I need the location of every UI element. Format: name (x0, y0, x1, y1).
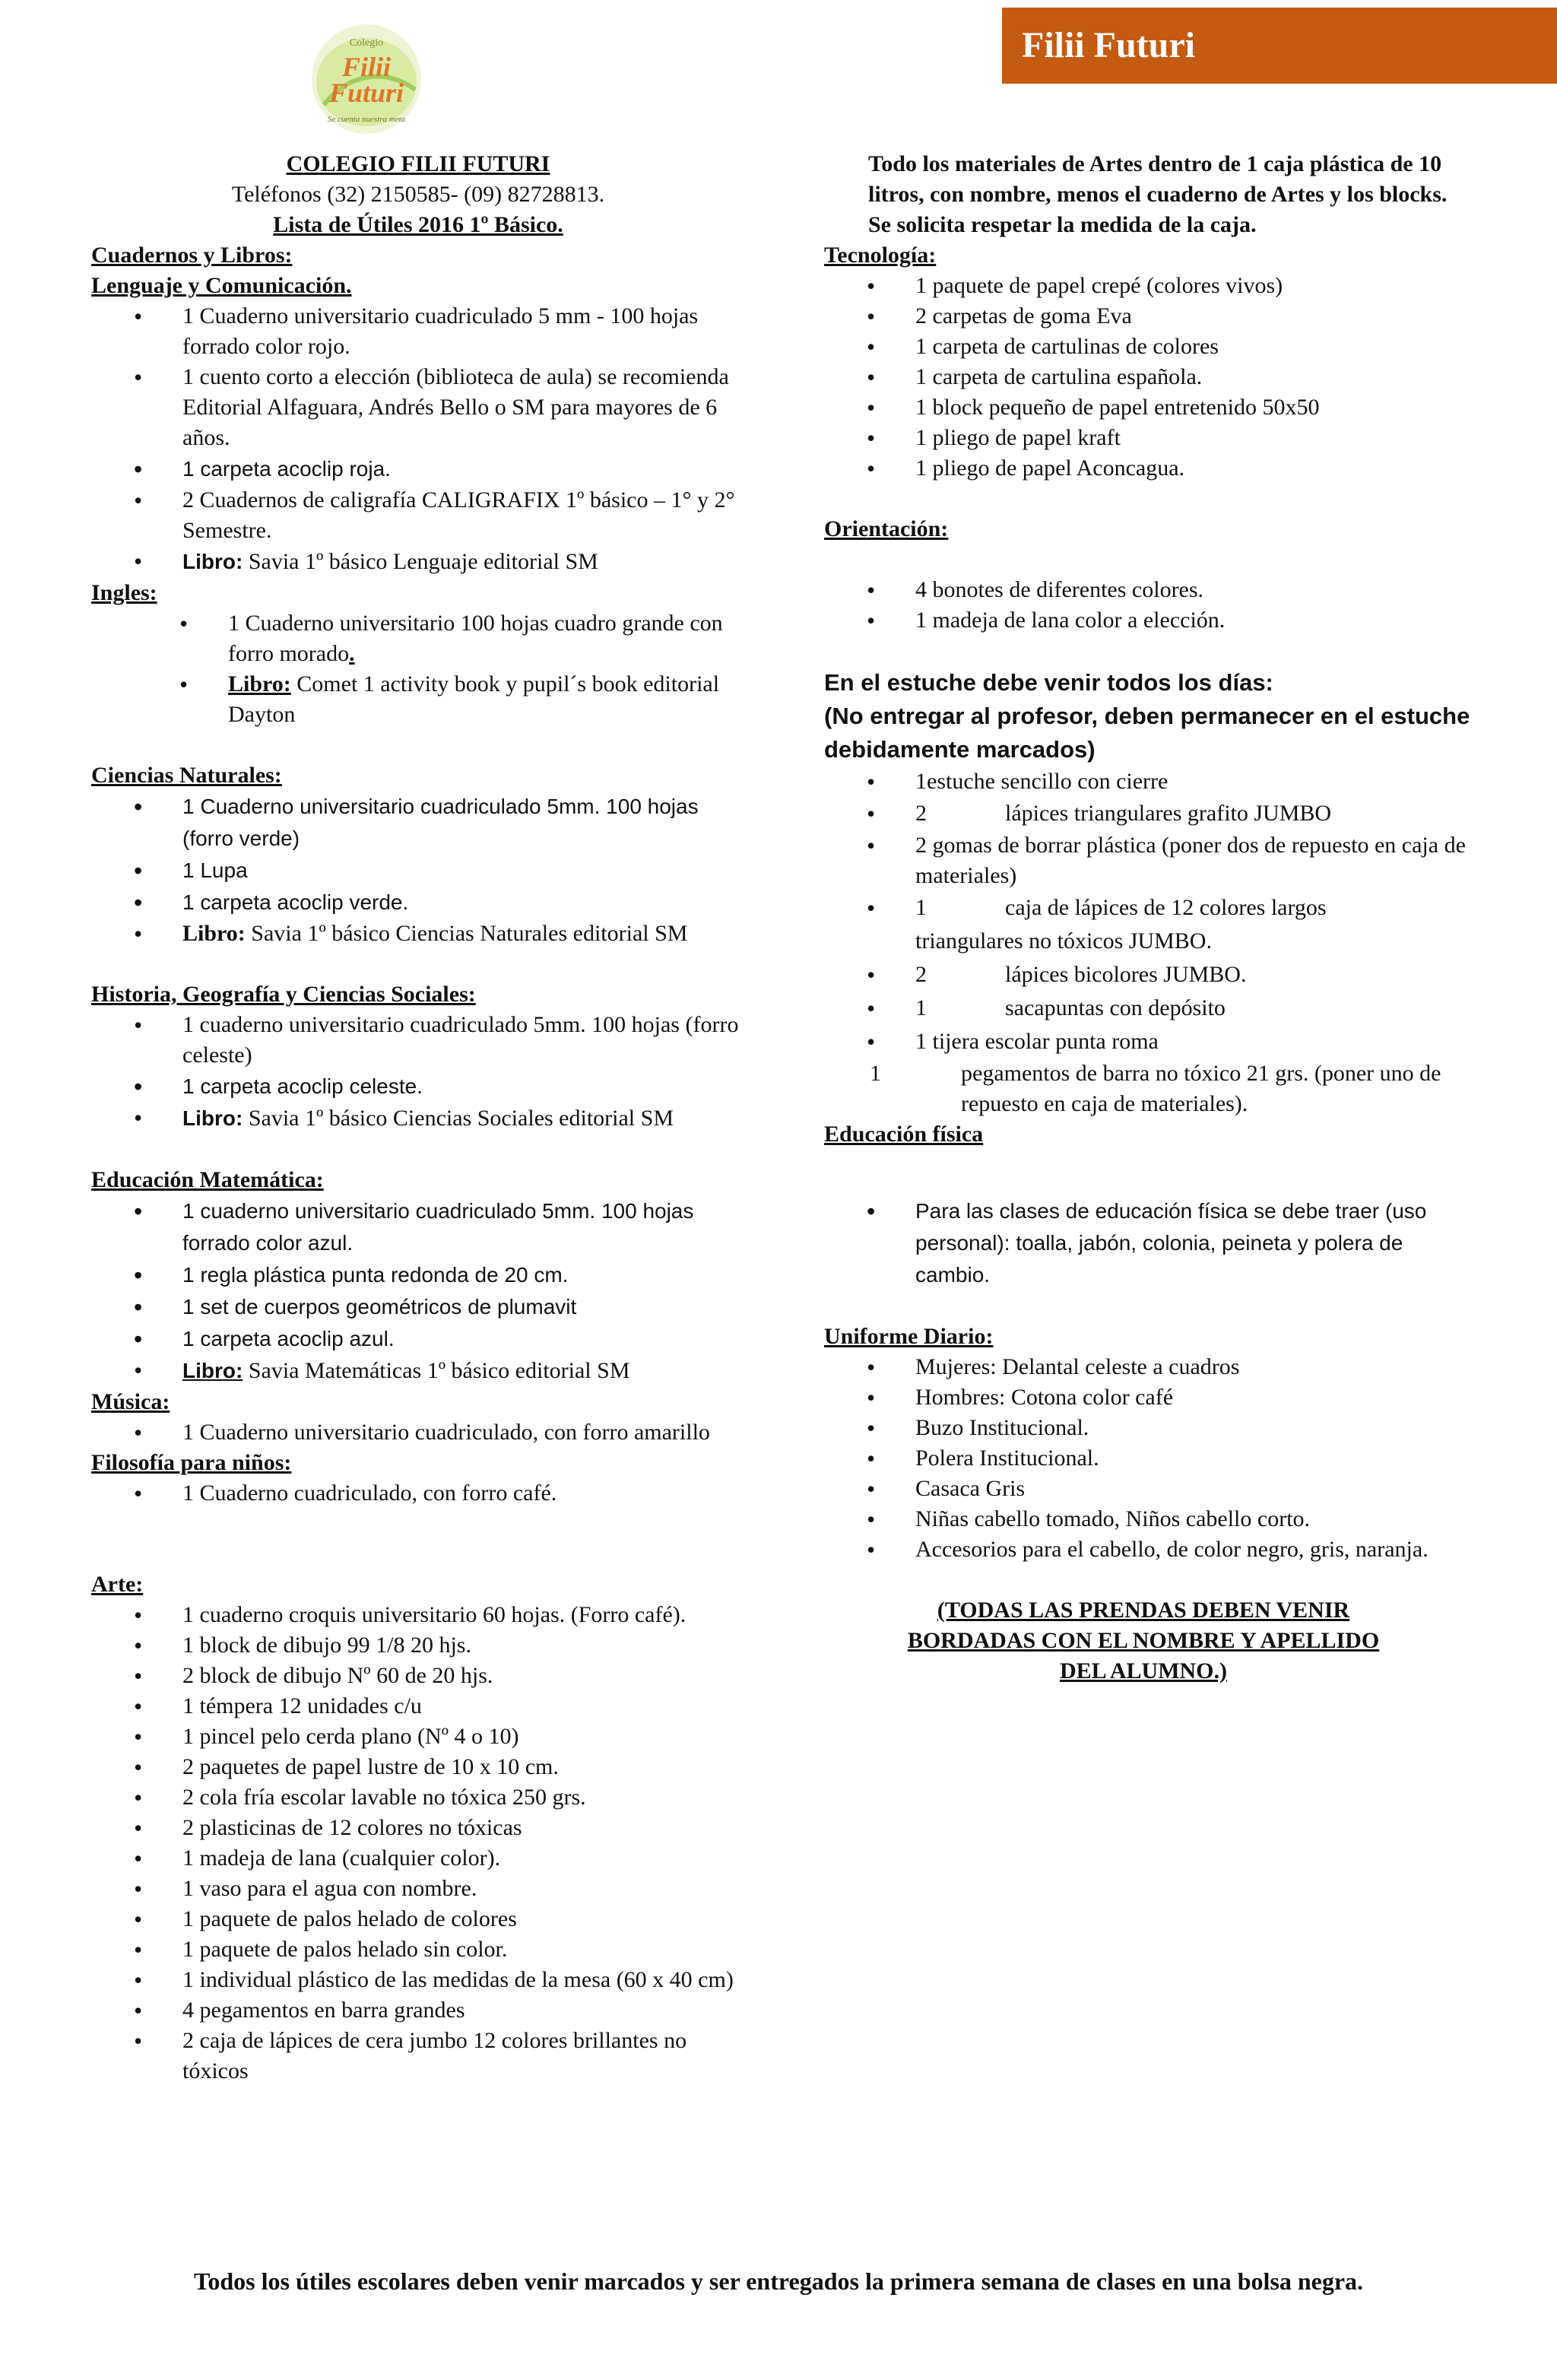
musica-heading: Música: (91, 1389, 170, 1414)
list-item: • 1 pliego de papel Aconcagua. (824, 453, 1478, 484)
item-text: pegamentos de barra no tóxico 21 grs. (poner uno de repuesto en caja de materiales). (961, 1061, 1441, 1116)
item-text-cont: triangulares no tóxicos JUMBO. (915, 928, 1212, 954)
list-item: • 1 individual plástico de las medidas de la mesa (60 x 40 cm) (91, 1965, 745, 1995)
list-item: • 2 caja de lápices de cera jumbo 12 colores brillantes no tóxicos (91, 2026, 745, 2086)
list-item (824, 797, 1478, 830)
list-item: • 1 tijera escolar punta roma (824, 1025, 1478, 1058)
list-item: • 1 Cuaderno universitario cuadriculado, con forro amarillo (91, 1417, 745, 1448)
filosofia-list (91, 1478, 745, 1509)
list-item: • 1 pliego de papel kraft (824, 423, 1478, 453)
estuche-heading: En el estuche debe venir todos los días: (824, 669, 1273, 696)
list-item: • 2 block de dibujo Nº 60 de 20 hjs. (91, 1661, 745, 1691)
list-item: • 2 paquetes de papel lustre de 10 x 10 cm. (91, 1752, 745, 1782)
item-text: caja de lápices de 12 colores largos (1005, 895, 1327, 920)
school-logo (301, 21, 432, 137)
artes-note-line: Se solicita respetar la medida de la caja. (868, 212, 1257, 237)
ciencias-heading: Ciencias Naturales: (91, 763, 282, 788)
list-item (91, 608, 745, 669)
list-item: • 1 cuaderno universitario cuadriculado 5mm. 100 hojas (forro celeste) (91, 1010, 745, 1071)
list-item: • 1 regla plástica punta redonda de 20 cm. (91, 1259, 745, 1291)
list-item: • 1 paquete de palos helado de colores (91, 1904, 745, 1934)
item-qty: 2 (915, 962, 927, 987)
estuche-numbered-item (824, 1058, 1478, 1119)
libro-text: Savia 1º básico Lenguaje editorial SM (243, 549, 598, 574)
list-item: • 2 plasticinas de 12 colores no tóxicas (91, 1813, 745, 1843)
educacion-fisica-list (824, 1195, 1478, 1291)
list-item: • 1 madeja de lana color a elección. (824, 605, 1478, 636)
list-item (91, 1103, 745, 1134)
estuche-subheading: (No entregar al profesor, deben permanecer en el estuche debidamente marcados) (824, 703, 1470, 763)
list-item: • 1 carpeta acoclip roja. (91, 453, 745, 485)
libro-label: Libro: (182, 550, 243, 573)
item-qty: 1 (870, 1061, 881, 1086)
ciencias-list (91, 791, 745, 949)
libro-label: Libro: (228, 671, 291, 697)
list-item: • Hombres: Cotona color café (824, 1382, 1478, 1413)
lenguaje-heading: Lenguaje y Comunicación. (91, 273, 352, 298)
logo-top-text: Colegio (349, 37, 384, 49)
list-item: • Niñas cabello tomado, Niños cabello corto. (824, 1504, 1478, 1534)
list-item: • 2 carpetas de goma Eva (824, 301, 1478, 332)
list-item (91, 919, 745, 949)
musica-list (91, 1417, 745, 1448)
list-item: • 1 carpeta acoclip verde. (91, 887, 745, 919)
list-item: • 2 cola fría escolar lavable no tóxica 250 grs. (91, 1782, 745, 1813)
list-item: • 1 vaso para el agua con nombre. (91, 1874, 745, 1904)
artes-note (824, 149, 1478, 240)
list-item: • 1 carpeta acoclip celeste. (91, 1071, 745, 1103)
item-text: sacapuntas con depósito (1005, 995, 1226, 1020)
libro-text: Savia Matemáticas 1º básico editorial SM (243, 1358, 630, 1383)
right-column (824, 149, 1478, 1687)
list-title: Lista de Útiles 2016 1º Básico. (273, 212, 563, 237)
list-item: • Para las clases de educación física se debe traer (uso personal): toalla, jabón, colonia, peineta y polera de cambio. (824, 1195, 1478, 1291)
list-item: • 2 gomas de borrar plástica (poner dos de repuesto en caja de materiales) (824, 830, 1478, 891)
list-item: • 1 carpeta de cartulina española. (824, 362, 1478, 392)
libro-label: Libro: (182, 1359, 243, 1382)
logo-name-line2: Futuri (328, 78, 404, 108)
list-item: • Mujeres: Delantal celeste a cuadros (824, 1352, 1478, 1382)
filosofia-heading: Filosofía para niños: (91, 1450, 292, 1475)
list-item: • 1 Cuaderno universitario cuadriculado 5mm. 100 hojas (forro verde) (91, 791, 745, 855)
list-item: • 4 bonotes de diferentes colores. (824, 575, 1478, 605)
list-item (824, 958, 1478, 992)
cuadernos-heading: Cuadernos y Libros: (91, 243, 293, 268)
logo-motto: Se cuenta nuestra meta (327, 115, 406, 124)
list-item: • Casaca Gris (824, 1474, 1478, 1504)
list-item (824, 992, 1478, 1025)
ingles-list (91, 608, 745, 730)
list-item: • 1 pincel pelo cerda plano (Nº 4 o 10) (91, 1722, 745, 1752)
artes-note-line: Todo los materiales de Artes dentro de 1 caja plástica de 10 litros, con nombre, menos el cuaderno de Artes y los blocks. (868, 151, 1448, 207)
orientacion-heading: Orientación: (824, 516, 949, 541)
list-item (91, 546, 745, 578)
list-item: • 1 cuaderno universitario cuadriculado 5mm. 100 hojas forrado color azul. (91, 1195, 745, 1259)
tecnologia-list (824, 271, 1478, 484)
list-item: • Buzo Institucional. (824, 1413, 1478, 1443)
estuche-list (824, 766, 1478, 1058)
libro-label: Libro: (182, 921, 246, 946)
list-item: • Polera Institucional. (824, 1443, 1478, 1474)
list-item: • 1 cuaderno croquis universitario 60 hojas. (Forro café). (91, 1600, 745, 1630)
school-phones: Teléfonos (32) 2150585- (09) 82728813. (231, 182, 605, 207)
matematica-list (91, 1195, 745, 1387)
item-qty: 2 (915, 801, 927, 826)
list-item: • 1 témpera 12 unidades c/u (91, 1691, 745, 1722)
list-item: • 1 block de dibujo 99 1/8 20 hjs. (91, 1630, 745, 1661)
list-item: • 1 block pequeño de papel entretenido 50x50 (824, 392, 1478, 423)
matematica-heading: Educación Matemática: (91, 1167, 324, 1192)
historia-heading: Historia, Geografía y Ciencias Sociales: (91, 982, 476, 1007)
list-item: • 4 pegamentos en barra grandes (91, 1995, 745, 2026)
list-item: • 2 Cuadernos de caligrafía CALIGRAFIX 1º básico – 1° y 2° Semestre. (91, 485, 745, 546)
ingles-item-text: 1 Cuaderno universitario 100 hojas cuadro grande con forro morado (228, 611, 723, 666)
list-item: • 1 Cuaderno cuadriculado, con forro café. (91, 1478, 745, 1509)
uniforme-heading: Uniforme Diario: (824, 1324, 994, 1349)
school-name: COLEGIO FILII FUTURI (286, 151, 550, 176)
lenguaje-list (91, 301, 745, 578)
banner-title: Filii Futuri (1022, 25, 1195, 65)
list-item: • Accesorios para el cabello, de color negro, gris, naranja. (824, 1534, 1478, 1565)
list-item: • 1estuche sencillo con cierre (824, 766, 1478, 797)
list-item: • 1 paquete de palos helado sin color. (91, 1934, 745, 1965)
list-item: • 1 carpeta de cartulinas de colores (824, 332, 1478, 362)
historia-list (91, 1010, 745, 1134)
ingles-item-end: . (349, 641, 355, 666)
arte-heading: Arte: (91, 1572, 144, 1597)
left-column (91, 149, 745, 2086)
list-item: • 1 Cuaderno universitario cuadriculado 5 mm - 100 hojas forrado color rojo. (91, 301, 745, 362)
item-text: lápices triangulares grafito JUMBO (1005, 801, 1332, 826)
item-qty: 1 (915, 995, 927, 1020)
uniforme-note: (TODAS LAS PRENDAS DEBEN VENIR BORDADAS CON EL NOMBRE Y APELLIDO DEL ALUMNO.) (907, 1598, 1380, 1683)
libro-text: Savia 1º básico Ciencias Naturales editorial SM (245, 921, 688, 946)
list-item: • 1 cuento corto a elección (biblioteca de aula) se recomienda Editorial Alfaguara, Andrés Bello o SM para mayores de 6 años. (91, 362, 745, 453)
list-item (824, 891, 1478, 958)
libro-text: Comet 1 activity book y pupil´s book editorial Dayton (228, 671, 720, 727)
list-item: • 1 Lupa (91, 855, 745, 887)
list-item: • 1 paquete de papel crepé (colores vivos) (824, 271, 1478, 301)
arte-list (91, 1600, 745, 2086)
libro-label: Libro: (182, 1106, 243, 1130)
list-item (91, 1355, 745, 1387)
list-item: • 1 carpeta acoclip azul. (91, 1323, 745, 1355)
list-item: • 1 madeja de lana (cualquier color). (91, 1843, 745, 1874)
libro-text: Savia 1º básico Ciencias Sociales editorial SM (243, 1106, 674, 1131)
orientacion-list (824, 575, 1478, 636)
uniforme-list (824, 1352, 1478, 1565)
list-item (91, 669, 745, 730)
educacion-fisica-heading: Educación física (824, 1122, 984, 1147)
footer-note: Todos los útiles escolares deben venir marcados y ser entregados la primera semana de clases en una bolsa negra. (193, 2267, 1364, 2295)
tecnologia-heading: Tecnología: (824, 243, 937, 268)
header-banner (1002, 8, 1557, 84)
ingles-heading: Ingles: (91, 580, 157, 605)
list-item: • 1 set de cuerpos geométricos de plumavit (91, 1291, 745, 1323)
item-qty: 1 (915, 895, 927, 920)
item-text: lápices bicolores JUMBO. (1005, 962, 1247, 987)
logo-name-line1: Filii (341, 52, 392, 82)
